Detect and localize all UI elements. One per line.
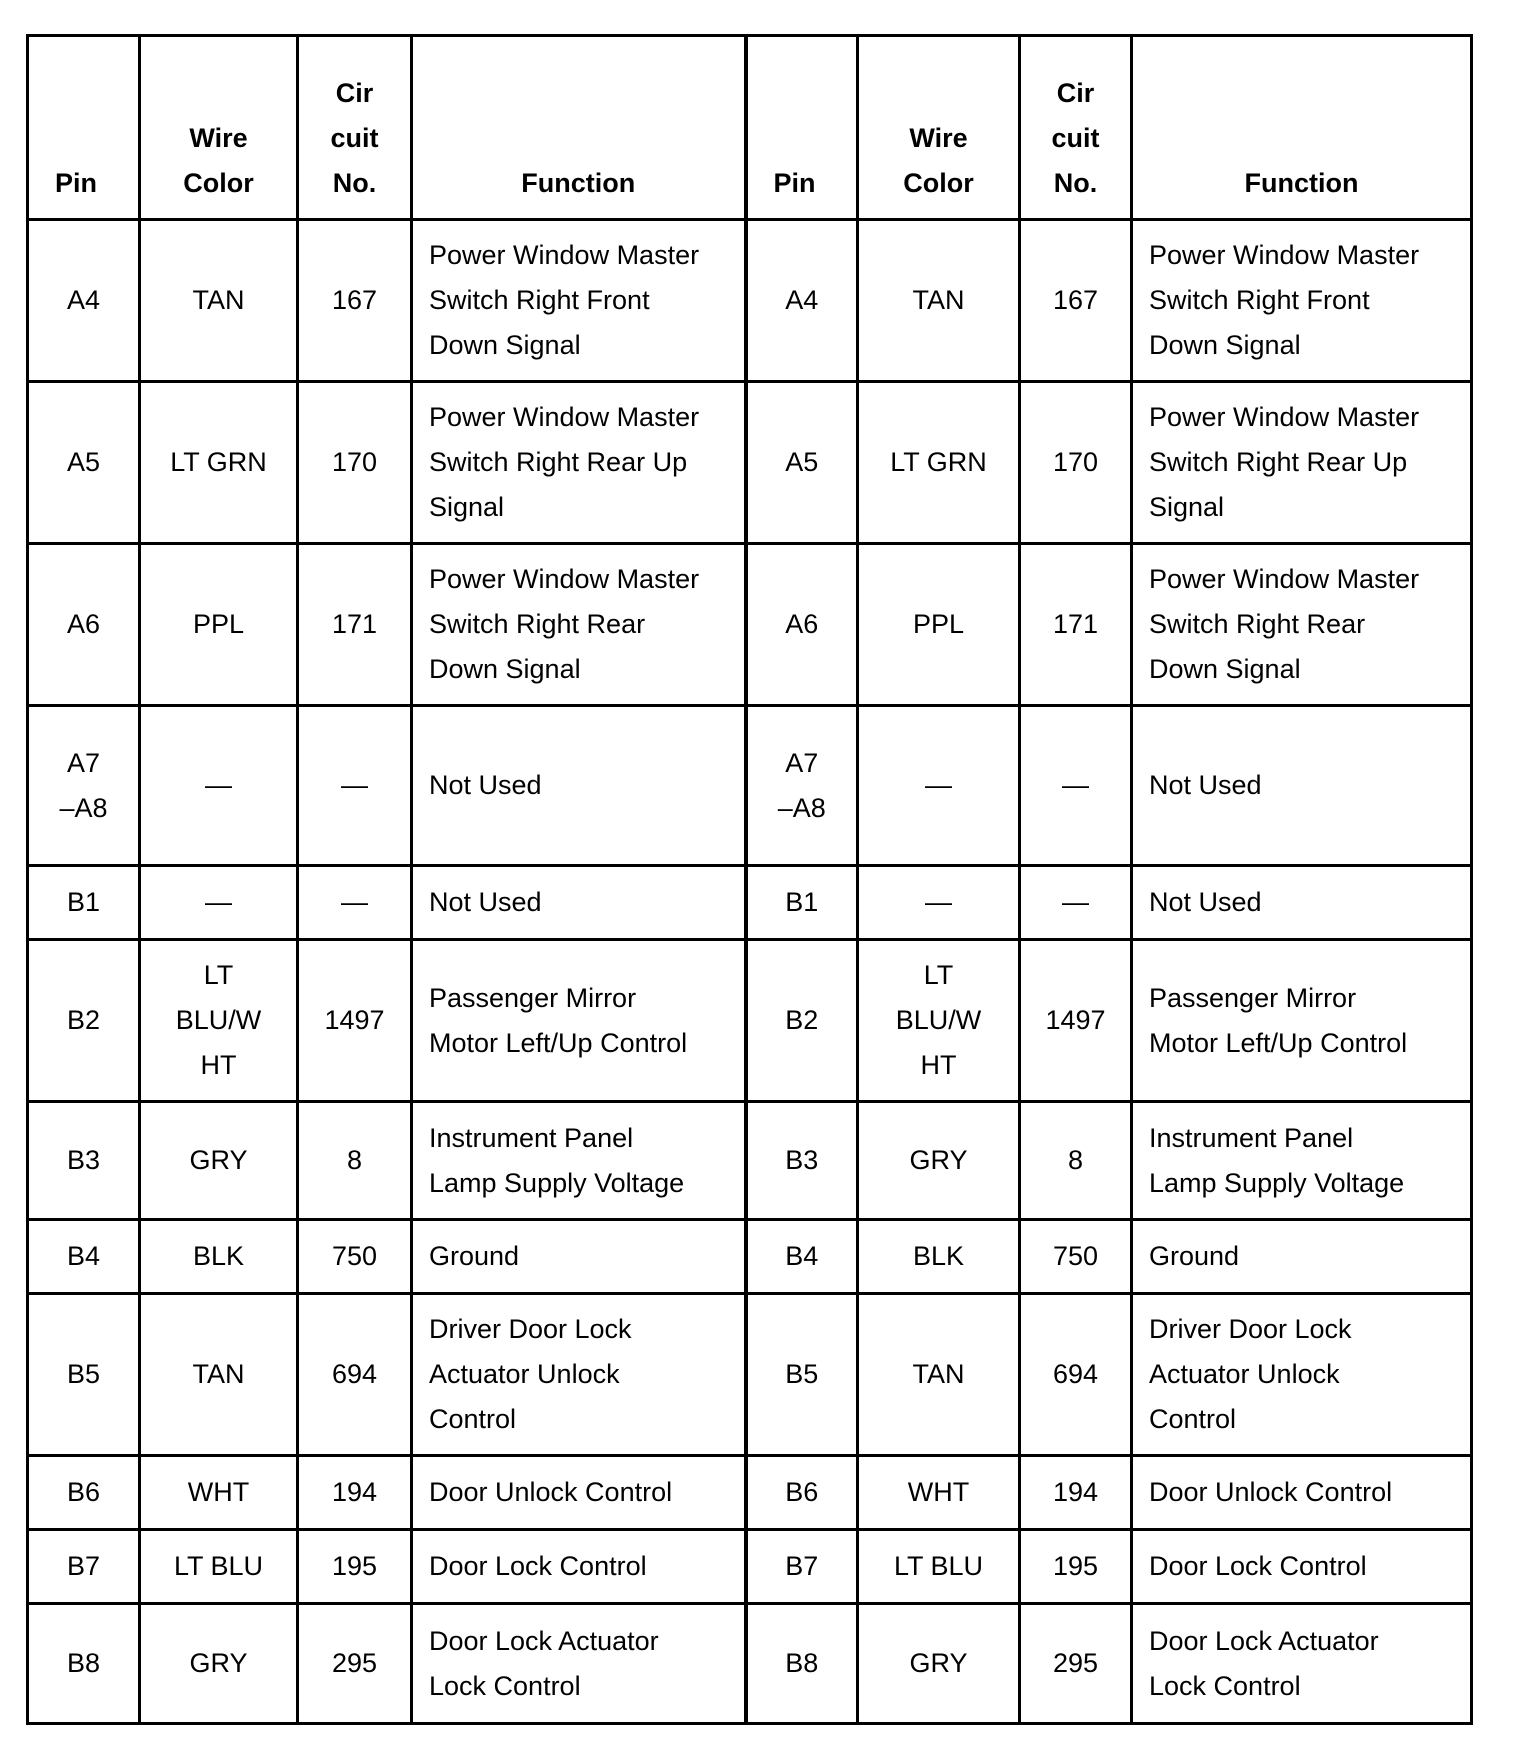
pin-cell (746, 1604, 858, 1724)
pin-cell-text: B8 (785, 1648, 819, 1678)
pin-cell-text: B3 (66, 1145, 101, 1175)
circuit-no-cell-text: — (1062, 770, 1089, 800)
circuit-no-cell (1020, 1456, 1132, 1530)
wire-color-cell (858, 1604, 1020, 1724)
function-cell-text: Not Used (1149, 770, 1262, 800)
wire-color-cell-text: GRY (189, 1648, 248, 1678)
function-cell (412, 1604, 746, 1724)
pin-cell (28, 544, 140, 706)
table-row (28, 544, 1472, 706)
pin-cell-text: B6 (66, 1477, 101, 1507)
function-cell-text: Power Window Master Switch Right Front Down Signal (429, 240, 700, 360)
circuit-no-cell (1020, 220, 1132, 382)
function-cell-text: Door Unlock Control (1149, 1477, 1393, 1507)
function-cell-text: Passenger Mirror Motor Left/Up Control (1149, 982, 1408, 1058)
pin-cell-text: A4 (785, 285, 819, 315)
wire-color-cell (140, 544, 298, 706)
pin-cell-text: A7 –A8 (777, 747, 826, 823)
wire-color-cell-text: WHT (187, 1477, 250, 1507)
function-cell (412, 220, 746, 382)
wire-color-cell (858, 1456, 1020, 1530)
circuit-no-cell-text: 750 (1052, 1241, 1099, 1271)
header-wire-color-right: Wire Color (858, 36, 1020, 220)
circuit-no-cell-text: 694 (1052, 1359, 1099, 1389)
wire-color-cell-text: PPL (912, 609, 965, 639)
pin-cell (746, 940, 858, 1102)
function-cell-text: Door Lock Control (1149, 1551, 1367, 1581)
circuit-no-cell (1020, 1604, 1132, 1724)
wire-color-cell (858, 382, 1020, 544)
wire-color-cell (140, 220, 298, 382)
pin-cell-text: A5 (66, 447, 101, 477)
wire-color-cell (140, 940, 298, 1102)
function-cell (412, 706, 746, 866)
circuit-no-cell (298, 220, 412, 382)
wire-color-cell-text: GRY (909, 1145, 968, 1175)
function-cell (1132, 220, 1472, 382)
circuit-no-cell-text: 8 (1067, 1145, 1084, 1175)
circuit-no-cell-text: 167 (331, 285, 378, 315)
function-cell (412, 940, 746, 1102)
wire-color-cell (858, 706, 1020, 866)
function-cell-text: Driver Door Lock Actuator Unlock Control (1149, 1314, 1352, 1434)
function-cell (1132, 1604, 1472, 1724)
wire-color-cell (140, 382, 298, 544)
function-cell-text: Not Used (429, 887, 542, 917)
wire-color-cell (858, 220, 1020, 382)
circuit-no-cell (298, 382, 412, 544)
pin-cell-text: A7 –A8 (59, 747, 108, 823)
table-row (28, 1220, 1472, 1294)
wire-color-cell-text: WHT (907, 1477, 970, 1507)
function-cell-text: Door Unlock Control (429, 1477, 673, 1507)
pin-cell-text: B6 (785, 1477, 819, 1507)
pin-cell (28, 220, 140, 382)
wire-color-cell (140, 1102, 298, 1220)
header-function-right: Function (1132, 36, 1472, 220)
function-cell-text: Not Used (429, 770, 542, 800)
circuit-no-cell (298, 1220, 412, 1294)
table-row (28, 1102, 1472, 1220)
wire-color-cell-text: LT GRN (890, 447, 987, 477)
function-cell (1132, 706, 1472, 866)
wire-color-cell-text: — (925, 887, 952, 917)
wire-color-cell-text: — (925, 770, 952, 800)
function-cell-text: Power Window Master Switch Right Rear Down Signal (1149, 564, 1420, 684)
function-cell-text: Not Used (1149, 887, 1262, 917)
pin-cell (28, 1530, 140, 1604)
function-cell (1132, 382, 1472, 544)
circuit-no-cell (298, 1604, 412, 1724)
wire-color-cell-text: GRY (909, 1648, 968, 1678)
circuit-no-cell (1020, 1220, 1132, 1294)
pin-cell (28, 940, 140, 1102)
wire-color-cell-text: LT BLU/W HT (175, 960, 262, 1080)
wire-color-cell-text: PPL (192, 609, 245, 639)
pin-cell-text: B7 (785, 1551, 819, 1581)
header-pin-left: Pin (28, 36, 140, 220)
pin-cell-text: B8 (66, 1648, 101, 1678)
pin-cell (28, 1102, 140, 1220)
pin-cell (28, 706, 140, 866)
header-function-left: Function (412, 36, 746, 220)
circuit-no-cell-text: 8 (346, 1145, 363, 1175)
circuit-no-cell-text: 295 (331, 1648, 378, 1678)
wire-color-cell (858, 1530, 1020, 1604)
pin-cell-text: B7 (66, 1551, 101, 1581)
circuit-no-cell-text: 1497 (1045, 1005, 1106, 1035)
circuit-no-cell (1020, 1294, 1132, 1456)
table-row (28, 940, 1472, 1102)
function-cell (1132, 544, 1472, 706)
circuit-no-cell (298, 866, 412, 940)
wire-color-cell (858, 866, 1020, 940)
circuit-no-cell (298, 544, 412, 706)
pin-cell (746, 220, 858, 382)
circuit-no-cell-text: — (341, 887, 368, 917)
wire-color-cell-text: BLK (192, 1241, 245, 1271)
wire-color-cell-text: LT BLU (893, 1551, 984, 1581)
circuit-no-cell (1020, 706, 1132, 866)
function-cell-text: Door Lock Control (429, 1551, 647, 1581)
pin-cell-text: B4 (66, 1241, 101, 1271)
circuit-no-cell (298, 1294, 412, 1456)
pin-cell-text: A6 (785, 609, 819, 639)
wire-color-cell (140, 706, 298, 866)
wire-color-cell (140, 1530, 298, 1604)
function-cell (412, 1456, 746, 1530)
pin-cell-text: B2 (66, 1005, 101, 1035)
pin-cell-text: B5 (785, 1359, 819, 1389)
wire-color-cell-text: — (205, 887, 232, 917)
pin-cell (746, 1294, 858, 1456)
pin-cell (746, 1456, 858, 1530)
wire-color-cell-text: GRY (189, 1145, 248, 1175)
circuit-no-cell (1020, 382, 1132, 544)
pin-cell-text: B1 (66, 887, 101, 917)
circuit-no-cell-text: 167 (1052, 285, 1099, 315)
pin-cell-text: B5 (66, 1359, 101, 1389)
table-row (28, 706, 1472, 866)
pin-cell-text: B3 (785, 1145, 819, 1175)
pin-cell (28, 1220, 140, 1294)
function-cell (1132, 1102, 1472, 1220)
table-row (28, 1530, 1472, 1604)
function-cell (412, 1220, 746, 1294)
function-cell (1132, 940, 1472, 1102)
header-wire-color-left: Wire Color (140, 36, 298, 220)
circuit-no-cell (298, 706, 412, 866)
circuit-no-cell (1020, 940, 1132, 1102)
header-pin-right: Pin (746, 36, 858, 220)
circuit-no-cell (298, 1530, 412, 1604)
wire-color-cell (858, 1220, 1020, 1294)
circuit-no-cell (1020, 544, 1132, 706)
circuit-no-cell-text: — (341, 770, 368, 800)
circuit-no-cell-text: — (1062, 887, 1089, 917)
function-cell-text: Power Window Master Switch Right Front Down Signal (1149, 240, 1420, 360)
function-cell (1132, 866, 1472, 940)
function-cell-text: Driver Door Lock Actuator Unlock Control (429, 1314, 632, 1434)
circuit-no-cell (298, 1102, 412, 1220)
table-row (28, 382, 1472, 544)
wire-color-cell (858, 544, 1020, 706)
circuit-no-cell-text: 170 (331, 447, 378, 477)
pin-cell (28, 1294, 140, 1456)
function-cell (1132, 1456, 1472, 1530)
connector-pinout-table (26, 34, 1473, 1725)
wire-color-cell-text: TAN (192, 285, 245, 315)
circuit-no-cell-text: 195 (1052, 1551, 1099, 1581)
function-cell-text: Passenger Mirror Motor Left/Up Control (429, 982, 688, 1058)
table-body (28, 220, 1472, 1724)
function-cell-text: Door Lock Actuator Lock Control (429, 1625, 659, 1701)
pin-cell-text: A5 (785, 447, 819, 477)
wire-color-cell (140, 1294, 298, 1456)
function-cell-text: Door Lock Actuator Lock Control (1149, 1625, 1379, 1701)
function-cell (412, 866, 746, 940)
wire-color-cell (858, 1102, 1020, 1220)
function-cell (1132, 1220, 1472, 1294)
circuit-no-cell (298, 940, 412, 1102)
function-cell-text: Ground (429, 1241, 520, 1271)
wire-color-cell (140, 866, 298, 940)
pin-cell (28, 382, 140, 544)
wire-color-cell-text: TAN (912, 285, 965, 315)
function-cell-text: Instrument Panel Lamp Supply Voltage (1149, 1122, 1405, 1198)
wire-color-cell (858, 940, 1020, 1102)
wire-color-cell-text: LT GRN (170, 447, 267, 477)
pin-cell (746, 1102, 858, 1220)
circuit-no-cell-text: 171 (1052, 609, 1099, 639)
circuit-no-cell (1020, 866, 1132, 940)
function-cell (412, 1294, 746, 1456)
wire-color-cell (140, 1604, 298, 1724)
table-header (28, 36, 1472, 220)
pin-cell-text: B4 (785, 1241, 819, 1271)
circuit-no-cell-text: 694 (331, 1359, 378, 1389)
circuit-no-cell-text: 194 (331, 1477, 378, 1507)
circuit-no-cell (1020, 1102, 1132, 1220)
circuit-no-cell-text: 295 (1052, 1648, 1099, 1678)
circuit-no-cell-text: 195 (331, 1551, 378, 1581)
wire-color-cell (858, 1294, 1020, 1456)
table-row (28, 220, 1472, 382)
function-cell-text: Power Window Master Switch Right Rear Up Signal (429, 402, 700, 522)
header-row (28, 36, 1472, 220)
table-row (28, 1294, 1472, 1456)
table-row (28, 1456, 1472, 1530)
function-cell-text: Instrument Panel Lamp Supply Voltage (429, 1122, 685, 1198)
pin-cell (746, 866, 858, 940)
pin-cell (746, 382, 858, 544)
pin-cell-text: B2 (785, 1005, 819, 1035)
function-cell (412, 1102, 746, 1220)
function-cell (412, 544, 746, 706)
wire-color-cell-text: TAN (192, 1359, 245, 1389)
pin-cell-text: A6 (66, 609, 101, 639)
header-circuit-no-right: Cir cuit No. (1020, 36, 1132, 220)
table-row (28, 866, 1472, 940)
pin-cell (746, 706, 858, 866)
circuit-no-cell-text: 194 (1052, 1477, 1099, 1507)
table-row (28, 1604, 1472, 1724)
wire-color-cell (140, 1220, 298, 1294)
pin-cell-text: A4 (66, 285, 101, 315)
circuit-no-cell (298, 1456, 412, 1530)
circuit-no-cell-text: 1497 (324, 1005, 385, 1035)
function-cell-text: Power Window Master Switch Right Rear Up Signal (1149, 402, 1420, 522)
function-cell-text: Power Window Master Switch Right Rear Down Signal (429, 564, 700, 684)
pin-cell (746, 1220, 858, 1294)
function-cell (412, 1530, 746, 1604)
function-cell (1132, 1530, 1472, 1604)
wire-color-cell-text: LT BLU (173, 1551, 264, 1581)
pin-cell-text: B1 (785, 887, 819, 917)
pin-cell (28, 1456, 140, 1530)
circuit-no-cell (1020, 1530, 1132, 1604)
pin-cell (746, 544, 858, 706)
function-cell (412, 382, 746, 544)
circuit-no-cell-text: 171 (331, 609, 378, 639)
circuit-no-cell-text: 750 (331, 1241, 378, 1271)
wire-color-cell-text: TAN (912, 1359, 965, 1389)
wire-color-cell-text: — (205, 770, 232, 800)
pin-cell (746, 1530, 858, 1604)
wire-color-cell-text: BLK (912, 1241, 965, 1271)
header-circuit-no-left: Cir cuit No. (298, 36, 412, 220)
wire-color-cell (140, 1456, 298, 1530)
circuit-no-cell-text: 170 (1052, 447, 1099, 477)
function-cell (1132, 1294, 1472, 1456)
function-cell-text: Ground (1149, 1241, 1240, 1271)
pin-cell (28, 866, 140, 940)
wire-color-cell-text: LT BLU/W HT (895, 960, 982, 1080)
pin-cell (28, 1604, 140, 1724)
